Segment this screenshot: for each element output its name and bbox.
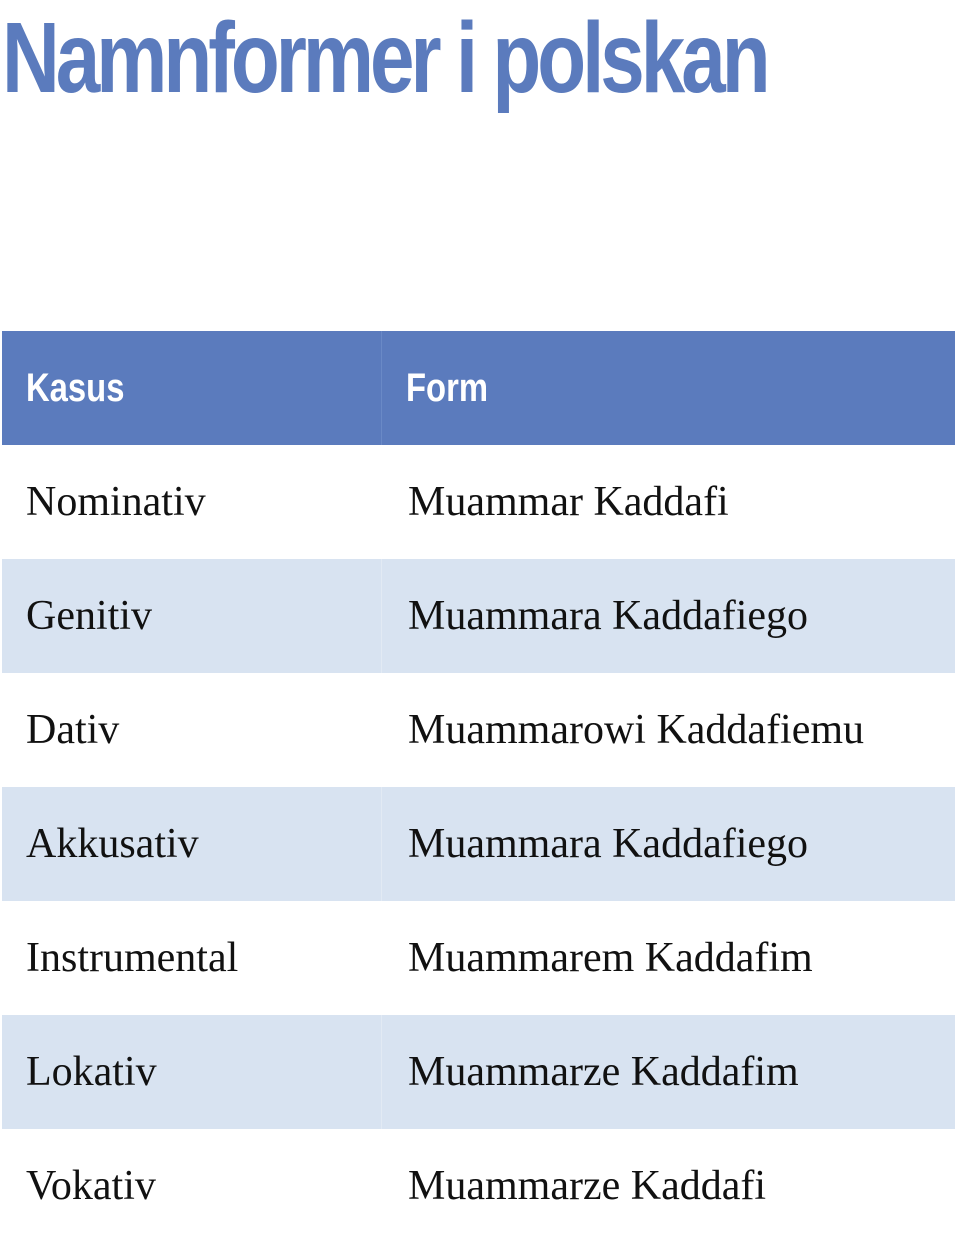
form-cell: Muammara Kaddafiego [381, 787, 955, 901]
form-cell: Muammarze Kaddafim [381, 1015, 955, 1129]
table-row [2, 673, 955, 787]
case-table [2, 331, 955, 1243]
case-cell: Instrumental [2, 901, 381, 1015]
table-row [2, 445, 955, 559]
case-cell: Akkusativ [2, 787, 381, 901]
table-row [2, 787, 955, 901]
table-row [2, 559, 955, 673]
case-cell: Lokativ [2, 1015, 381, 1129]
case-cell: Vokativ [2, 1129, 381, 1243]
header-row [2, 331, 955, 445]
column-header-kasus [2, 331, 381, 445]
form-cell: Muammarowi Kaddafiemu [381, 673, 955, 787]
form-cell: Muammara Kaddafiego [381, 559, 955, 673]
column-header-kasus-label: Kasus [26, 365, 125, 410]
case-cell: Dativ [2, 673, 381, 787]
table-row [2, 1015, 955, 1129]
page-title: Namnformer i polskan [2, 2, 767, 114]
column-header-form [381, 331, 955, 445]
table-header [2, 331, 955, 445]
column-header-form-label: Form [406, 365, 488, 410]
form-cell: Muammar Kaddafi [381, 445, 955, 559]
case-cell: Nominativ [2, 445, 381, 559]
table-row [2, 901, 955, 1015]
form-cell: Muammarze Kaddafi [381, 1129, 955, 1243]
table-row [2, 1129, 955, 1243]
case-cell: Genitiv [2, 559, 381, 673]
form-cell: Muammarem Kaddafim [381, 901, 955, 1015]
table-body [2, 445, 955, 1243]
